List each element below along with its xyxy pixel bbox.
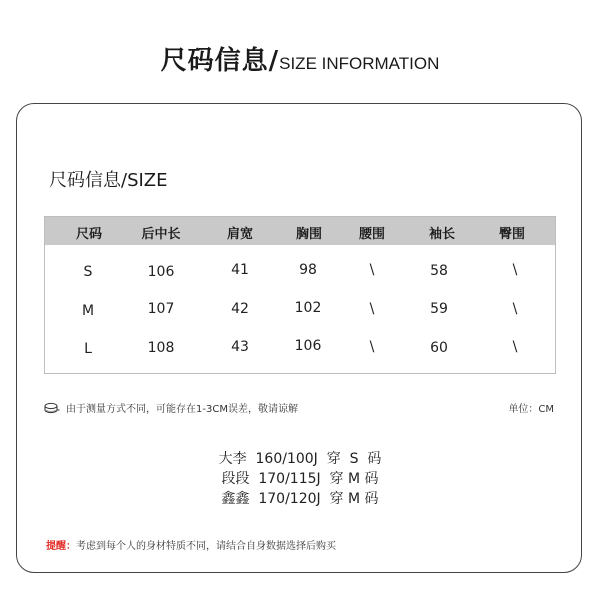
cell-size: S [83, 264, 93, 280]
tape-measure-icon [44, 402, 60, 417]
page-title-zh: 尺码信息/ [160, 46, 280, 76]
cell-hip: \ [512, 262, 518, 278]
header-hip: 臀围 [498, 227, 526, 242]
header-shoulder: 肩宽 [226, 227, 254, 242]
reminder-label: 提醒： [46, 541, 76, 552]
reminder-text: 考虑到每个人的身材特质不同，请结合自身数据选择后购买 [76, 541, 336, 552]
cell-back-length: 106 [147, 264, 175, 280]
cell-hip: \ [512, 339, 518, 355]
cell-sleeve: 60 [430, 340, 448, 356]
header-chest: 胸围 [295, 227, 323, 242]
header-back-length: 后中长 [141, 227, 181, 242]
cell-shoulder: 41 [231, 262, 249, 278]
note-text: 由于测量方式不同，可能存在1-3CM误差，敬请谅解 [66, 404, 298, 415]
cell-back-length: 108 [147, 340, 175, 356]
cell-back-length: 107 [147, 301, 175, 317]
size-table [44, 216, 556, 374]
card-subtitle: 尺码信息/SIZE [49, 170, 168, 191]
model-reference-line: 鑫鑫 170/120J 穿 M 码 [221, 491, 379, 507]
header-sleeve: 袖长 [428, 227, 456, 242]
model-reference-line: 段段 170/115J 穿 M 码 [221, 471, 379, 487]
unit-label: 单位：CM [508, 404, 554, 415]
cell-chest: 98 [299, 262, 317, 278]
header-size: 尺码 [75, 227, 103, 242]
model-reference-line: 大李 160/100J 穿 S 码 [218, 451, 382, 467]
page-title [0, 40, 600, 77]
page-title-en: SIZE INFORMATION [279, 54, 440, 73]
cell-hip: \ [512, 301, 518, 317]
table-header-row [45, 217, 555, 245]
reminder [46, 537, 336, 552]
cell-shoulder: 42 [231, 301, 249, 317]
cell-size: L [84, 341, 92, 357]
cell-waist: \ [369, 262, 375, 278]
cell-sleeve: 58 [430, 263, 448, 279]
cell-shoulder: 43 [231, 339, 249, 355]
header-waist: 腰围 [358, 227, 386, 242]
cell-waist: \ [369, 301, 375, 317]
cell-size: M [81, 303, 95, 319]
cell-chest: 106 [294, 338, 322, 354]
cell-chest: 102 [294, 300, 322, 316]
cell-sleeve: 59 [430, 301, 448, 317]
measurement-note [44, 400, 298, 417]
cell-waist: \ [369, 339, 375, 355]
